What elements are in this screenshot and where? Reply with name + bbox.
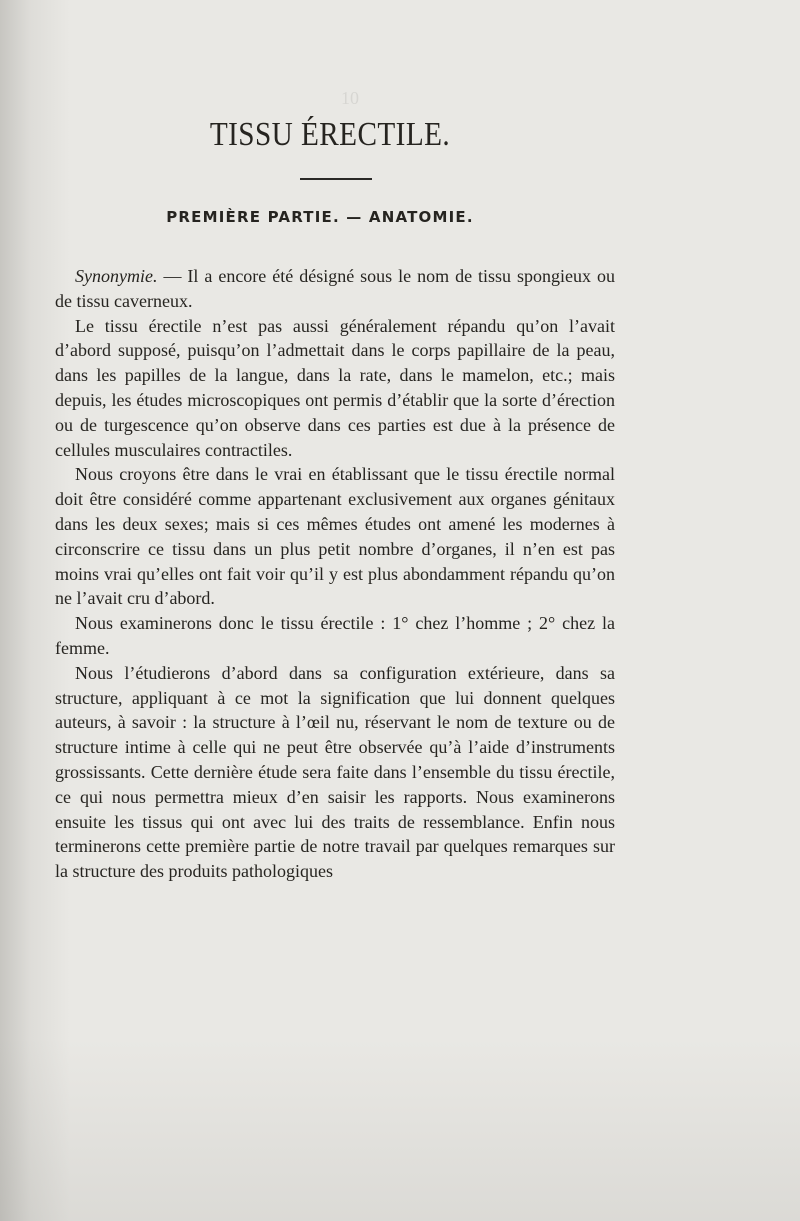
paragraph-synonymie [55, 264, 615, 314]
paragraph: Le tissu érectile n’est pas aussi généralement répandu qu’on l’avait d’abord supposé, puisqu’on l’admettait dans le corps papillaire de la peau, dans les papilles de la langue, dans la rate, dans le mamelon, etc.; mais depuis, les études microscopiques ont permis d’établir que la sorte d’érection ou de turgescence qu’on observe dans ces parties est due à la présence de cellules musculaires contractiles. [55, 315, 615, 460]
paragraph-lead: Synonymie. [75, 266, 158, 286]
paragraph: Nous examinerons donc le tissu érectile : 1° chez l’homme ; 2° chez la femme. [55, 613, 615, 658]
section-heading: PREMIÈRE PARTIE. — ANATOMIE. [166, 208, 474, 226]
title-divider [300, 178, 372, 180]
paragraph: Nous croyons être dans le vrai en établissant que le tissu érectile normal doit être considéré comme appartenant exclusivement aux organes génitaux dans les deux sexes; mais si ces mêmes études ont amené les modernes à circonscrire ce tissu dans un plus petit nombre d’organes, il n’en est pas moins vrai qu’elles ont fait voir qu’il y est plus abondamment répandu qu’on ne l’avait cru d’abord. [55, 464, 615, 609]
body-text [55, 264, 615, 884]
paragraph: Nous l’étudierons d’abord dans sa configuration extérieure, dans sa structure, appliquant à ce mot la signification que lui donnent quelques auteurs, à savoir : la structure à l’œil nu, réservant le nom de texture ou de structure intime à celle qui ne peut être observée qu’à l’aide d’instruments grossissants. Cette dernière étude sera faite dans l’ensemble du tissu érectile, ce qui nous permettra mieux d’en saisir les rapports. Nous examinerons ensuite les tissus qui ont avec lui des traits de ressemblance. Enfin nous terminerons cette première partie de notre travail par quelques remarques sur la structure des produits pathologiques [55, 662, 615, 882]
page-number: 10 [341, 88, 359, 108]
paragraph-text: — Il a encore été désigné sous le nom de tissu spongieux ou de tissu caverneux. [55, 266, 615, 311]
page-title: TISSU ÉRECTILE. [209, 116, 451, 153]
